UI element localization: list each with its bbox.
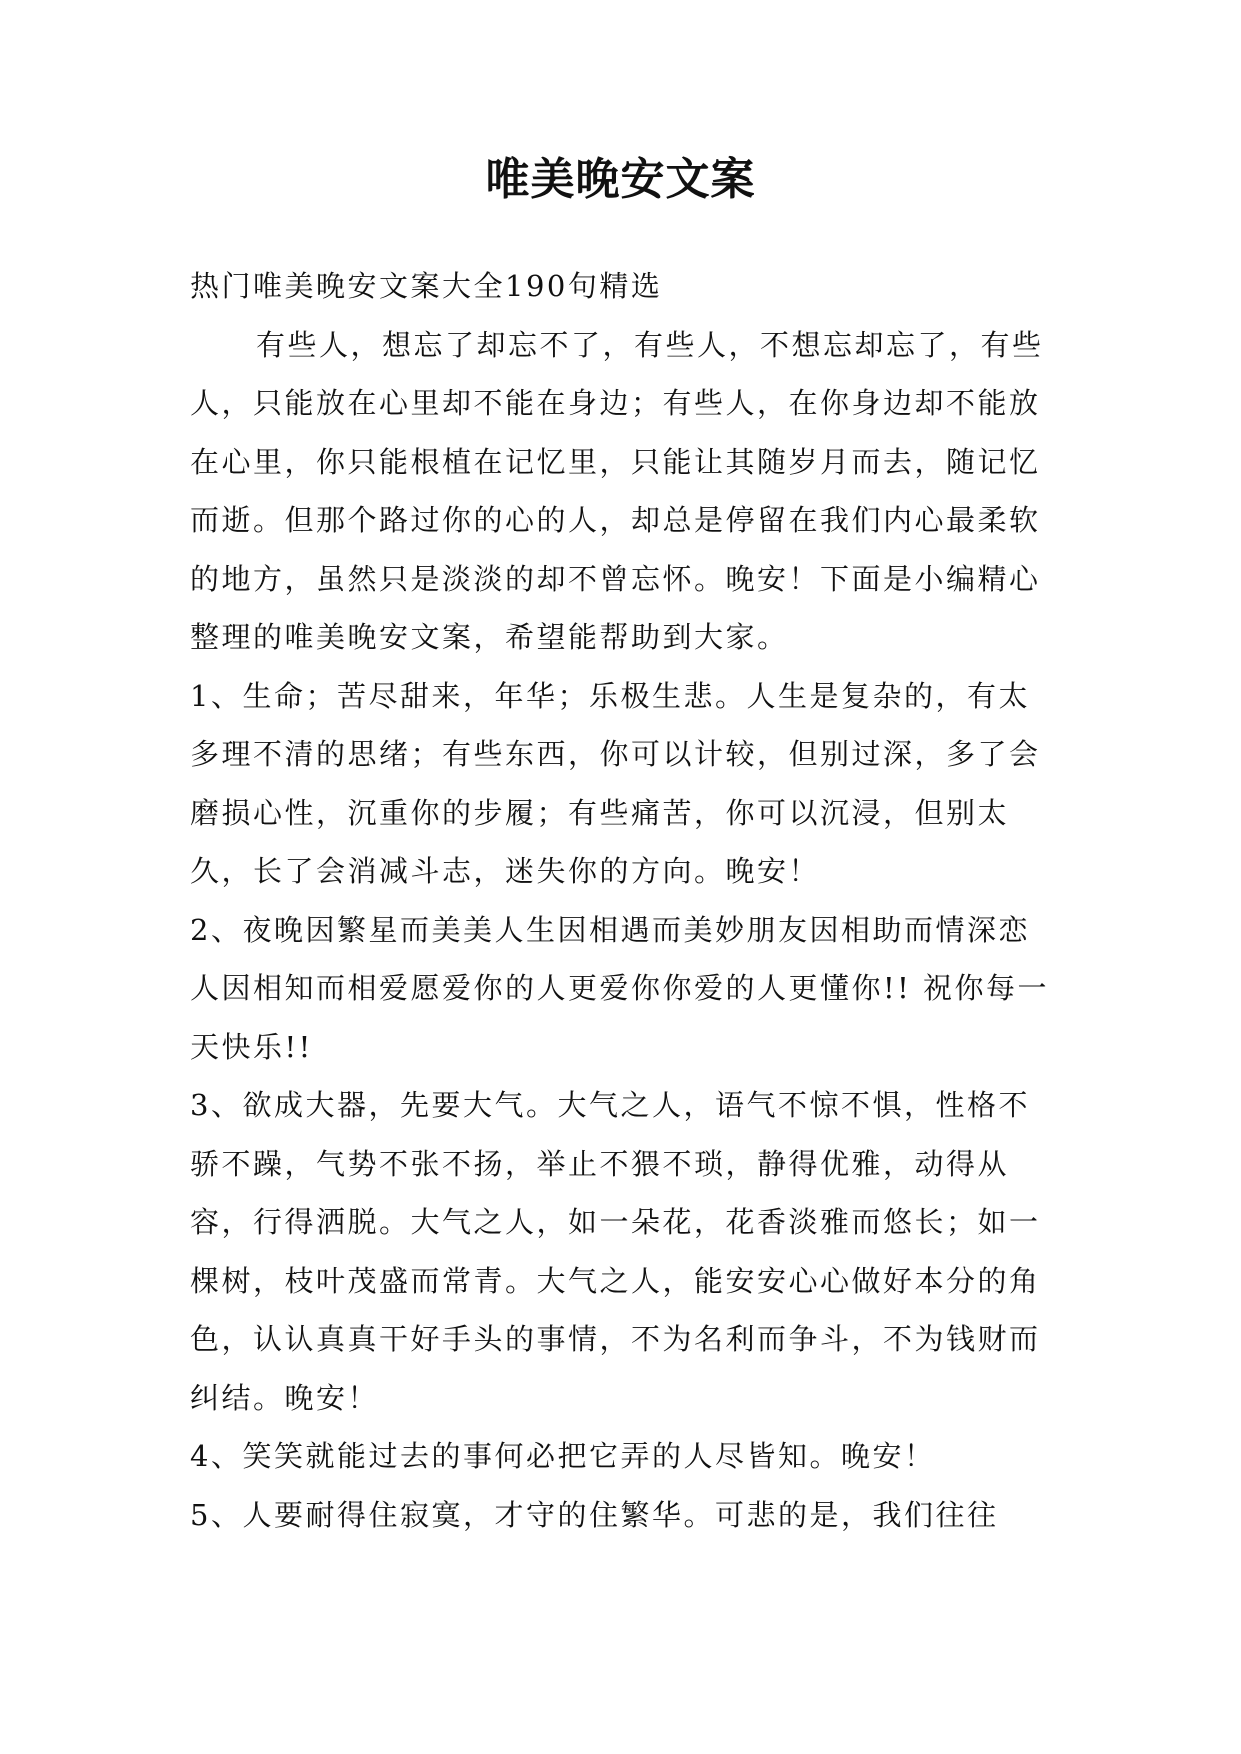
list-item: 1、生命；苦尽甜来，年华；乐极生悲。人生是复杂的，有太多理不清的思绪；有些东西，你可以计较，但别过深，多了会磨损心性，沉重你的步履；有些痛苦，你可以沉浸，但别太久，长了会消减斗志，迷失你的方向。晚安！ xyxy=(190,678,1041,888)
intro-paragraph: 有些人，想忘了却忘不了，有些人，不想忘却忘了，有些人，只能放在心里却不能在身边；有些人，在你身边却不能放在心里，你只能根植在记忆里，只能让其随岁月而去，随记忆而逝。但那个路过你的心的人，却总是停留在我们内心最柔软的地方，虽然只是淡淡的却不曾忘怀。晚安！下面是小编精心整理的唯美晚安文案，希望能帮助到大家。 xyxy=(190,327,1044,654)
document-body xyxy=(190,257,1060,1544)
list-item: 5、人要耐得住寂寞，才守的住繁华。可悲的是，我们往往 xyxy=(190,1497,999,1532)
document-title: 唯美晚安文案 xyxy=(485,154,756,205)
document-subtitle: 热门唯美晚安文案大全190句精选 xyxy=(190,269,663,303)
list-item: 2、夜晚因繁星而美美人生因相遇而美妙朋友因相助而情深恋人因相知而相爱愿爱你的人更爱你你爱的人更懂你!! 祝你每一天快乐!! xyxy=(190,912,1050,1064)
list-item: 3、欲成大器，先要大气。大气之人，语气不惊不惧，性格不骄不躁，气势不张不扬，举止不猥不琐，静得优雅，动得从容，行得洒脱。大气之人，如一朵花，花香淡雅而悠长；如一棵树，枝叶茂盛而常青。大气之人，能安安心心做好本分的角色，认认真真干好手头的事情，不为名利而争斗，不为钱财而纠结。晚安！ xyxy=(190,1088,1041,1415)
list-item: 4、笑笑就能过去的事何必把它弄的人尽皆知。晚安！ xyxy=(190,1439,936,1473)
